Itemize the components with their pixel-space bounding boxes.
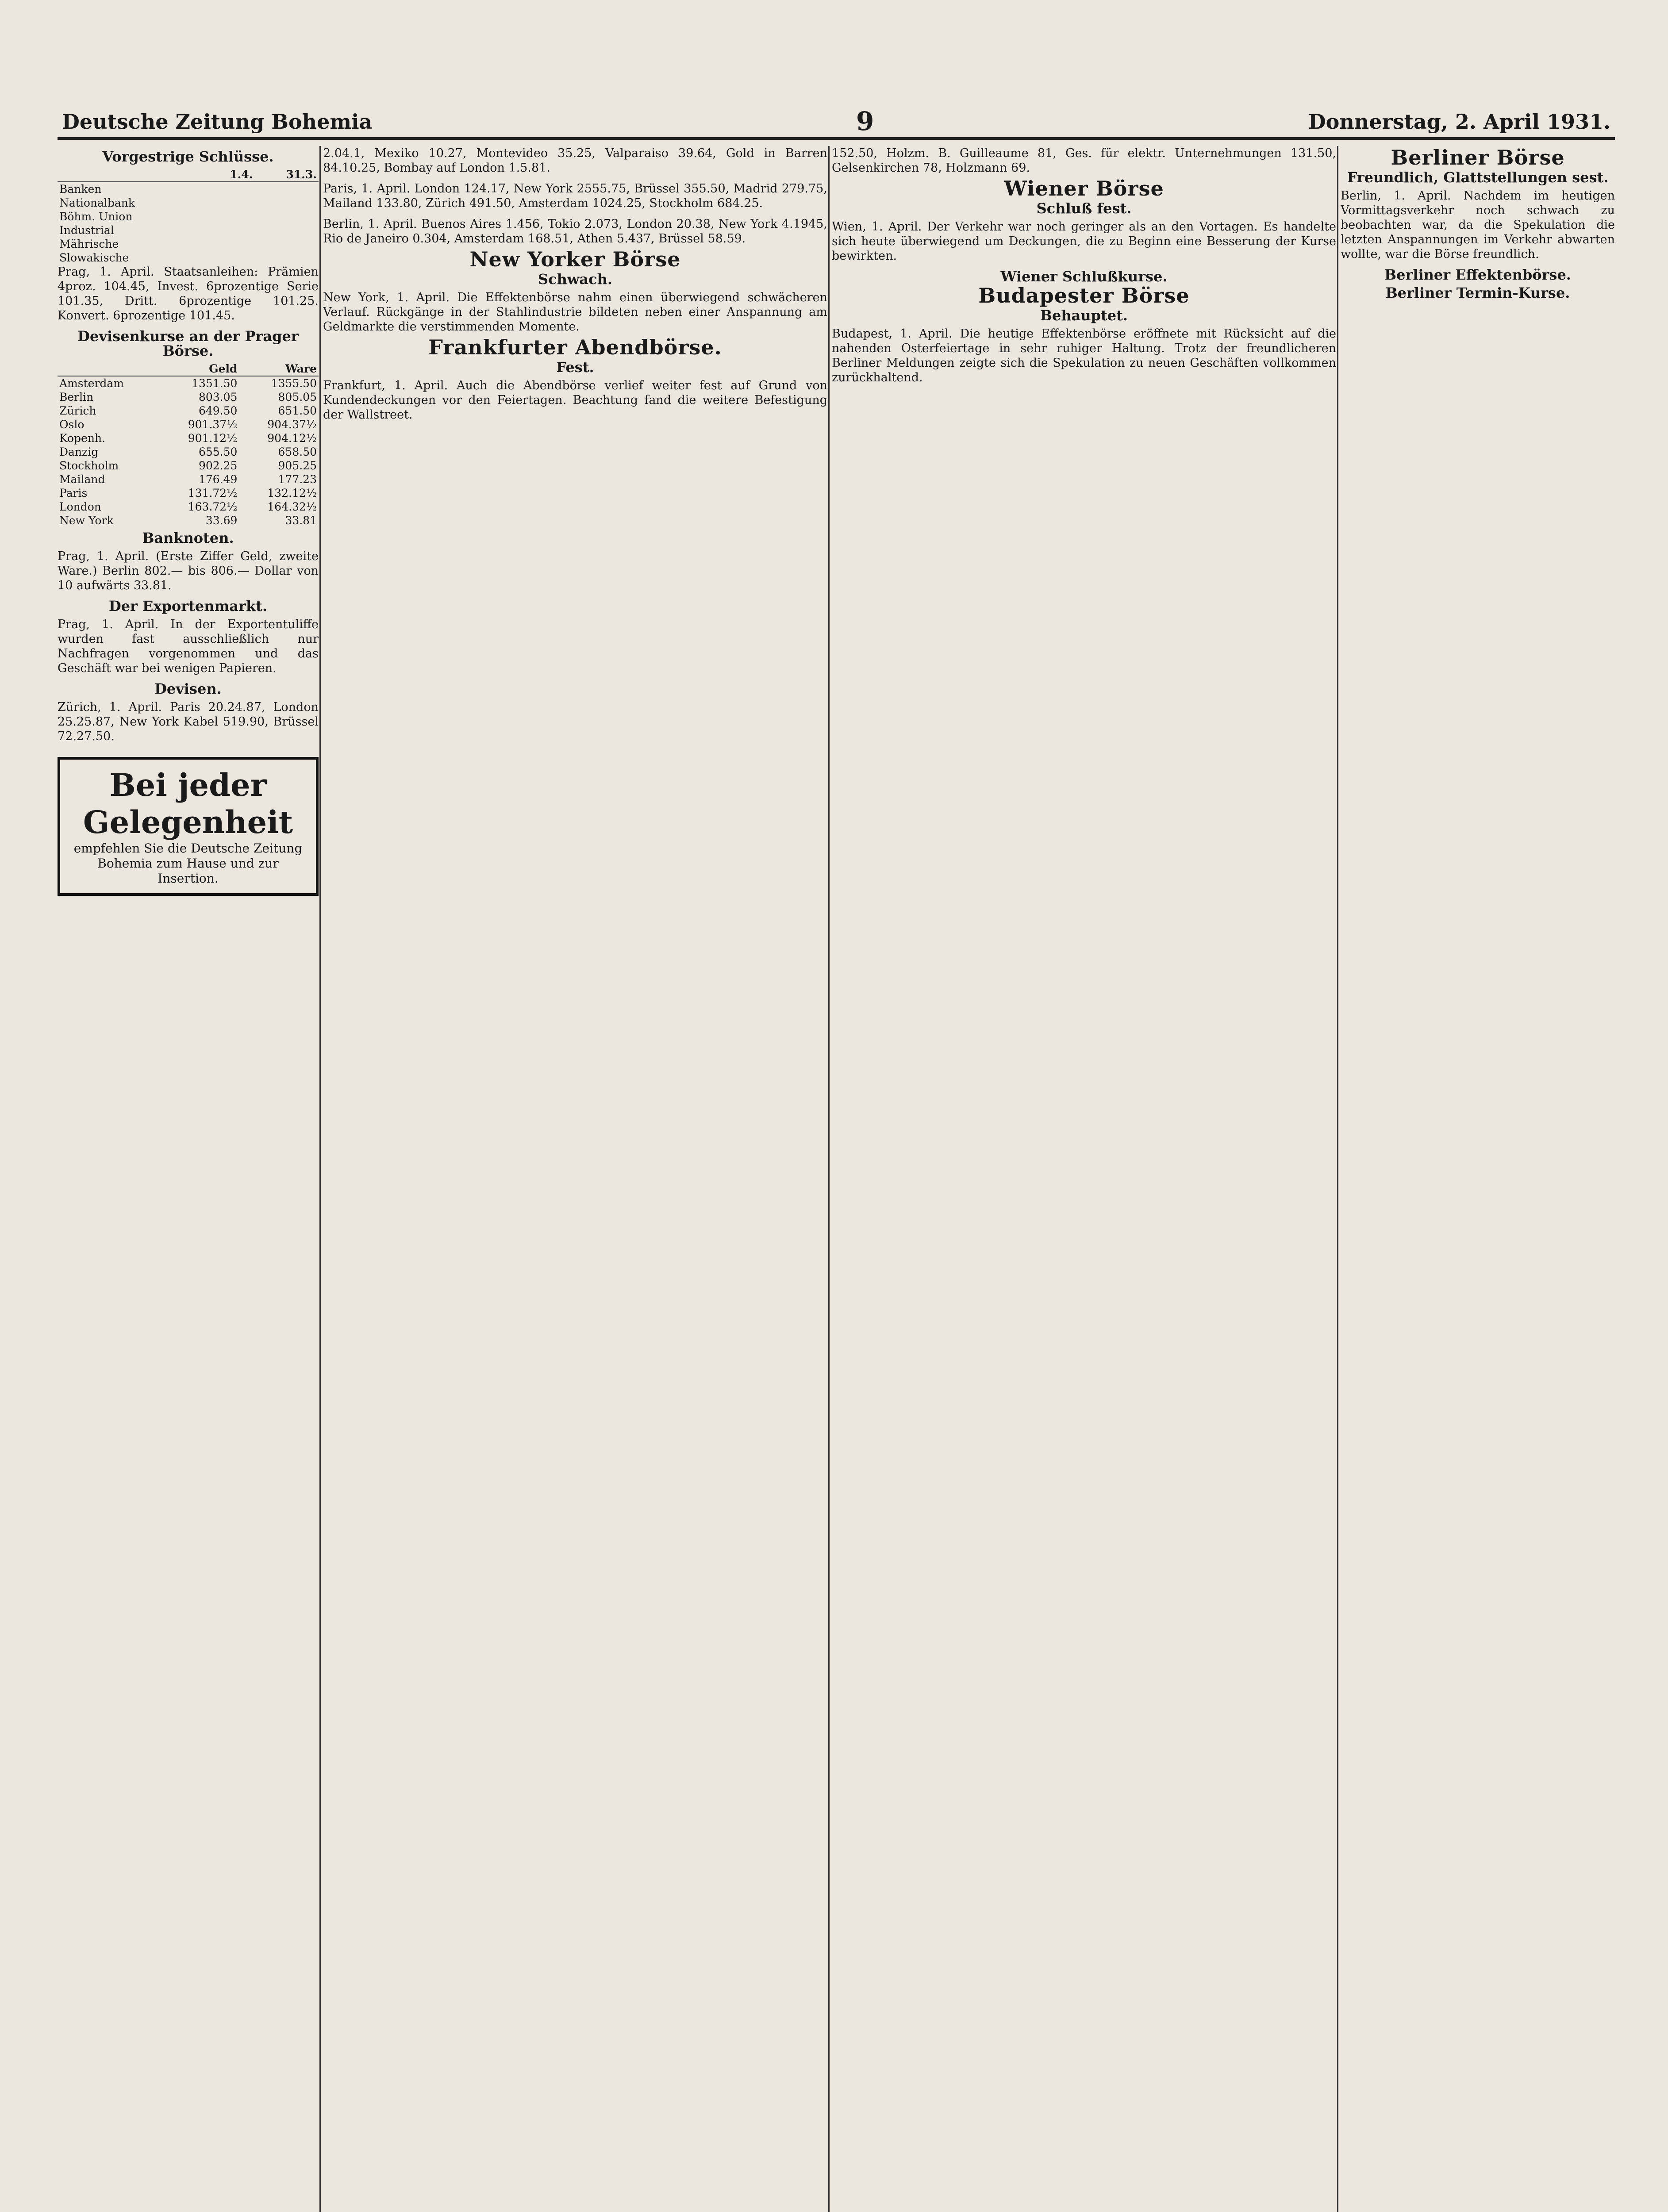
- table-cell: 905.25: [278, 459, 317, 472]
- table-row: [58, 376, 319, 390]
- table-cell: 163.72½: [188, 500, 238, 513]
- table-row: [58, 251, 319, 265]
- table-row: [58, 472, 319, 486]
- section-title-devisenkurse: Devisenkurse an der Prager Börse.: [77, 328, 299, 359]
- section-title-effektenboerse: Berliner Effektenbörse.: [1384, 266, 1571, 283]
- frankfurt-subtitle: Fest.: [556, 359, 594, 376]
- table-header: 31.3.: [254, 168, 319, 182]
- section-title-vorgestrige: Vorgestrige Schlüsse.: [102, 148, 274, 165]
- table-cell: [254, 223, 319, 237]
- exportenmarkt-text: Prag, 1. April. In der Exportentuliffe wurden fast ausschließlich nur Nachfragen vorgenommen und das Geschäft war bei wenigen Papieren.: [58, 618, 319, 675]
- advertisement: [58, 757, 319, 896]
- section-title-new-york: New Yorker Börse: [469, 247, 681, 271]
- frankfurt-text: Frankfurt, 1. April. Auch die Abendbörse verlief weiter fest auf Grund von Kundendeckungen vor den Feiertagen. Beachtung fand die weitere Befestigung der Wallstreet.: [323, 379, 827, 422]
- table-cell: Mailand: [59, 473, 105, 486]
- column-3: [832, 146, 1336, 2212]
- table-cell: 901.12½: [188, 432, 238, 445]
- table-cell: 1351.50: [192, 377, 238, 390]
- prague-closing-table: [58, 168, 319, 265]
- table-cell: 176.49: [198, 473, 238, 486]
- column-rule: [1337, 146, 1338, 2212]
- table-cell: Kopenh.: [59, 432, 106, 445]
- table-cell: 805.05: [278, 391, 317, 403]
- table-cell: New York: [59, 514, 114, 527]
- table-cell: [254, 196, 319, 210]
- table-row: [58, 237, 319, 251]
- section-title-wien: Wiener Börse: [1004, 177, 1164, 200]
- new-york-subtitle: Schwach.: [538, 271, 613, 288]
- table-row: [58, 196, 319, 210]
- table-cell: [254, 251, 319, 265]
- table-cell: 902.25: [198, 459, 238, 472]
- section-title-devisen: Devisen.: [154, 680, 222, 697]
- table-cell: [205, 223, 254, 237]
- table-header: [58, 362, 160, 376]
- table-header: [58, 168, 205, 182]
- table-cell: Amsterdam: [59, 377, 124, 390]
- banknoten-text: Prag, 1. April. (Erste Ziffer Geld, zweite Ware.) Berlin 802.— bis 806.— Dollar von 10 aufwärts 33.81.: [58, 549, 319, 592]
- masthead-small: Deutsche Zeitung Bohemia: [62, 110, 373, 134]
- table-row: [58, 390, 319, 404]
- table-cell: 33.81: [285, 514, 317, 527]
- table-cell: Zürich: [59, 404, 96, 417]
- table-cell: Mährische: [59, 238, 119, 250]
- table-cell: Slowakische: [59, 251, 129, 264]
- table-row: [58, 459, 319, 472]
- table-cell: [205, 237, 254, 251]
- berlin-subtitle: Freundlich, Glattstellungen sest.: [1347, 169, 1609, 186]
- issue-date: Donnerstag, 2. April 1931.: [1308, 110, 1610, 134]
- table-cell: 1355.50: [271, 377, 317, 390]
- wien-text: Wien, 1. April. Der Verkehr war noch geringer als an den Vortagen. Es handelte sich heute überwiegend um Deckungen, die zu Beginn eine Besserung der Kurse bewirkten.: [832, 220, 1336, 263]
- berlin-report: Berlin, 1. April. Nachdem im heutigen Vormittagsverkehr noch schwach zu beobachten war, da die Spekulation die letzten Anspannungen im Verkehr abwarten wollte, war die Börse freundlich.: [1341, 189, 1615, 261]
- table-row: [58, 500, 319, 514]
- column-rule: [319, 146, 321, 2212]
- table-header: Ware: [239, 362, 319, 376]
- section-title-frankfurt: Frankfurter Abendbörse.: [428, 335, 722, 359]
- table-row: [58, 418, 319, 431]
- table-row: [58, 210, 319, 223]
- table-cell: 131.72½: [188, 487, 238, 499]
- section-title-budapest: Budapester Börse: [978, 284, 1190, 307]
- table-cell: [254, 210, 319, 223]
- column-4: [1341, 146, 1615, 2212]
- table-row: [58, 514, 319, 527]
- section-title-banknoten: Banknoten.: [142, 530, 234, 546]
- devisen-text: Zürich, 1. April. Paris 20.24.87, London 25.25.87, New York Kabel 519.90, Brüssel 72.27.50.: [58, 700, 319, 743]
- section-title-berlin: Berliner Börse: [1391, 146, 1565, 169]
- section-title-termin: Berliner Termin-Kurse.: [1385, 284, 1570, 301]
- ad-headline: Bei jeder Gelegenheit: [83, 767, 293, 841]
- table-cell: [205, 196, 254, 210]
- new-york-text: New York, 1. April. Die Effektenbörse nahm einen überwiegend schwächeren Verlauf. Rückgänge in der Stahlindustrie bildeten neben einer Anspannung am Geldmarkte die verstimmenden Momente.: [323, 291, 827, 334]
- table-cell: 803.05: [198, 391, 238, 403]
- berlin-prices-text: 152.50, Holzm. B. Guilleaume 81, Ges. für elektr. Unternehmungen 131.50, Gelsenkirchen 78, Holzmann 69.: [832, 146, 1336, 175]
- table-cell: Danzig: [59, 445, 99, 458]
- table-cell: 904.12½: [267, 432, 317, 445]
- table-cell: 177.23: [278, 473, 317, 486]
- table-cell: 901.37½: [188, 418, 238, 431]
- budapest-text: Budapest, 1. April. Die heutige Effektenbörse eröffnete mit Rücksicht auf die nahenden Osterfeiertage in sehr ruhiger Haltung. Trotz der freundlicheren Berliner Meldungen zeigte sich die Spekulation zu neuen Geschäften vollkommen zurückhaltend.: [832, 327, 1336, 384]
- table-row: [58, 404, 319, 418]
- column-1: [58, 146, 319, 2212]
- section-title-exportenmarkt: Der Exportenmarkt.: [108, 598, 268, 614]
- table-cell: 655.50: [198, 445, 238, 458]
- table-cell: Stockholm: [59, 459, 119, 472]
- table-row: [58, 486, 319, 500]
- column-2: [323, 146, 827, 2212]
- berlin-text: Berlin, 1. April. Buenos Aires 1.456, Tokio 2.073, London 20.38, New York 4.1945, Rio de Janeiro 0.304, Amsterdam 168.51, Athen 5.437, Brüssel 58.59.: [323, 217, 827, 246]
- table-cell: [205, 182, 254, 196]
- page-number: 9: [856, 106, 874, 136]
- table-cell: 164.32½: [267, 500, 317, 513]
- table-cell: Oslo: [59, 418, 85, 431]
- table-row: [58, 445, 319, 459]
- page-header: [58, 106, 1615, 140]
- table-cell: 658.50: [278, 445, 317, 458]
- table-row: [58, 431, 319, 445]
- table-cell: Banken: [59, 183, 102, 196]
- table-cell: 132.12½: [267, 487, 317, 499]
- table-cell: [205, 210, 254, 223]
- foreign-exchange-text: 2.04.1, Mexiko 10.27, Montevideo 35.25, Valparaiso 39.64, Gold in Barren 84.10.25, Bombay auf London 1.5.81.: [323, 146, 827, 175]
- table-cell: [205, 251, 254, 265]
- table-row: [58, 223, 319, 237]
- table-cell: 649.50: [198, 404, 238, 417]
- section-title-wien-schluss: Wiener Schlußkurse.: [1000, 268, 1168, 285]
- ad-subtext: empfehlen Sie die Deutsche Zeitung Bohemia zum Hause und zur Insertion.: [73, 841, 303, 886]
- table-cell: [254, 182, 319, 196]
- wien-subtitle: Schluß fest.: [1036, 200, 1132, 217]
- table-header: 1.4.: [205, 168, 254, 182]
- devisen-table: [58, 362, 319, 527]
- table-header: Geld: [160, 362, 239, 376]
- paris-text: Paris, 1. April. London 124.17, New York 2555.75, Brüssel 355.50, Madrid 279.75, Mailand 133.80, Zürich 491.50, Amsterdam 1024.25, Stockholm 684.25.: [323, 182, 827, 210]
- table-row: [58, 182, 319, 196]
- table-cell: 904.37½: [267, 418, 317, 431]
- table-cell: Berlin: [59, 391, 94, 403]
- table-cell: [254, 237, 319, 251]
- budapest-subtitle: Behauptet.: [1040, 307, 1128, 324]
- table-cell: Nationalbank: [59, 196, 135, 209]
- table-cell: 651.50: [278, 404, 317, 417]
- table-cell: Industrial: [59, 224, 114, 237]
- table-cell: 33.69: [205, 514, 238, 527]
- table-cell: Böhm. Union: [59, 210, 133, 223]
- prague-report: Prag, 1. April. Staatsanleihen: Prämien 4proz. 104.45, Invest. 6prozentige Serie 101.35, Dritt. 6prozentige 101.25. Konvert. 6prozentige 101.45.: [58, 265, 319, 323]
- table-cell: London: [59, 500, 101, 513]
- column-rule: [828, 146, 830, 2212]
- table-cell: Paris: [59, 487, 88, 499]
